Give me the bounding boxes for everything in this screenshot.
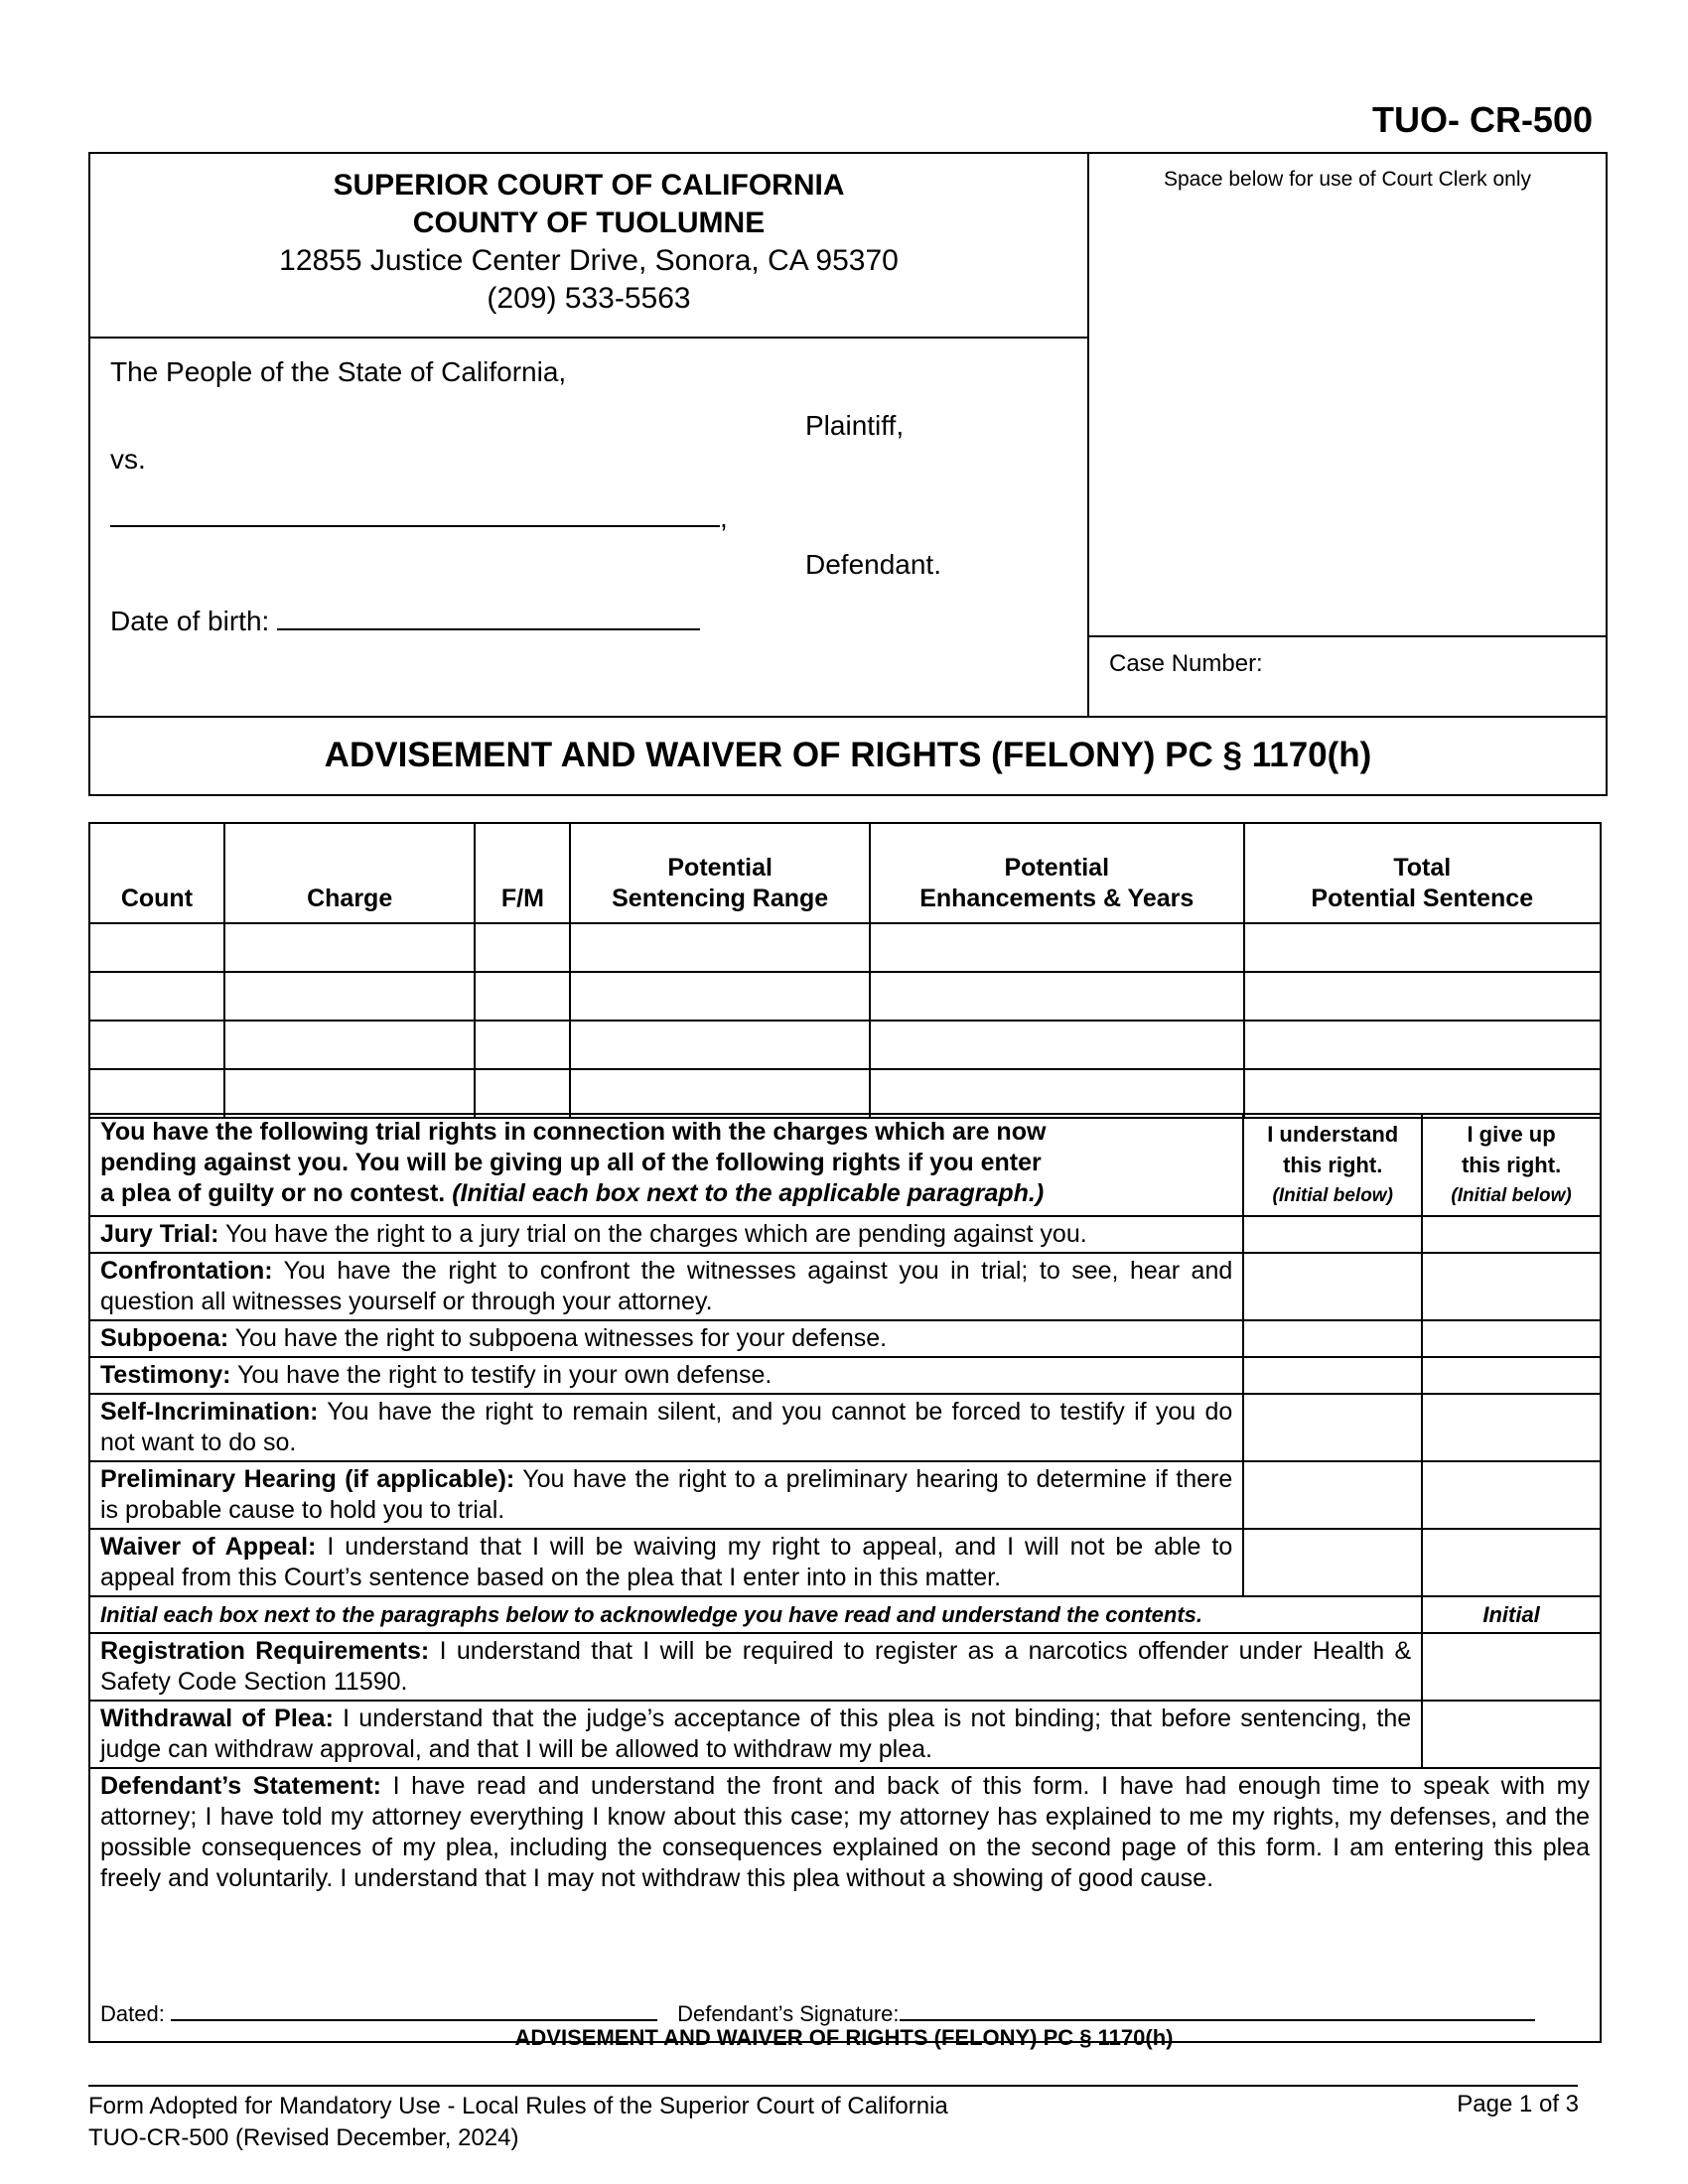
initial-giveup-box[interactable] (1422, 1357, 1601, 1394)
plaintiff-label: Plaintiff, (805, 410, 905, 441)
col-range-line1: Potential (667, 854, 773, 882)
ack-row-withdrawal (89, 1701, 1601, 1768)
ack-initial-box[interactable] (1422, 1633, 1601, 1701)
initial-giveup-box[interactable] (1422, 1320, 1601, 1357)
defendant-label: Defendant. (805, 549, 941, 580)
right-description: You have the right to confront the witnesses against you in trial; to see, hear and question all witnesses yourself or through your attorney. (100, 1257, 1233, 1315)
defendant-statement (89, 1768, 1601, 2042)
initial-understand-box[interactable] (1243, 1529, 1422, 1596)
col-enh-line2: Enhancements & Years (919, 885, 1195, 912)
cell[interactable] (89, 923, 224, 972)
footer-title: ADVISEMENT AND WAIVER OF RIGHTS (FELONY) PC § 1170(h) (514, 2025, 1174, 2050)
col-giveup-line1: I give up (1467, 1122, 1556, 1147)
initial-giveup-box[interactable] (1422, 1461, 1601, 1529)
col-understand-note: (Initial below) (1272, 1185, 1393, 1206)
court-county: COUNTY OF TUOLUMNE (412, 206, 766, 239)
col-sentencing-range (570, 823, 870, 923)
case-number-field[interactable] (1089, 637, 1606, 716)
cell[interactable] (475, 1021, 570, 1069)
form-title: ADVISEMENT AND WAIVER OF RIGHTS (FELONY) PC § 1170(h) (90, 716, 1606, 794)
ack-label: Registration Requirements: (100, 1637, 430, 1665)
right-description: You have the right to a preliminary hearing to determine if there is probable cause to hold you to trial. (100, 1465, 1233, 1524)
cell[interactable] (870, 1021, 1244, 1069)
footer-revision: TUO-CR-500 (Revised December, 2024) (88, 2124, 519, 2151)
statement-text: I have read and understand the front and back of this form. I have had enough time to speak with my attorney; I have told my attorney everything I know about this case; my attorney has explained to me my rights, my defenses, and the possible consequences of my plea, including the consequences explained on the second page of this form. I am entering this plea freely and voluntarily. I understand that I may not withdraw this plea without a showing of good cause. (100, 1772, 1590, 1892)
right-label: Testimony: (100, 1361, 231, 1389)
right-label: Waiver of Appeal: (100, 1533, 317, 1561)
ack-label: Withdrawal of Plea: (100, 1705, 334, 1732)
signature-line (100, 1995, 1535, 2029)
right-text (89, 1357, 1243, 1394)
people-label: The People of the State of California, (110, 356, 567, 387)
cell[interactable] (570, 923, 870, 972)
right-text (89, 1529, 1243, 1596)
rights-intro (89, 1114, 1243, 1216)
page-number: Page 1 of 3 (1457, 2091, 1579, 2117)
initial-understand-box[interactable] (1243, 1461, 1422, 1529)
statement-row (89, 1768, 1601, 2042)
signature-field[interactable] (900, 1995, 1535, 2021)
cell[interactable] (475, 1069, 570, 1118)
dated-field[interactable] (171, 1995, 657, 2021)
cell[interactable] (1244, 1021, 1601, 1069)
header-block (88, 152, 1608, 796)
right-label: Confrontation: (100, 1257, 273, 1285)
right-row-jury-trial (89, 1216, 1601, 1253)
cell[interactable] (89, 1069, 224, 1118)
ack-row-registration (89, 1633, 1601, 1701)
cell[interactable] (475, 972, 570, 1021)
right-text (89, 1394, 1243, 1461)
ack-instruction: Initial each box next to the paragraphs below to acknowledge you have read and understand the contents. (89, 1596, 1422, 1633)
initial-understand-box[interactable] (1243, 1253, 1422, 1320)
initial-giveup-box[interactable] (1422, 1216, 1601, 1253)
footer-divider (88, 2085, 1578, 2087)
cell[interactable] (224, 972, 476, 1021)
col-enhancements (870, 823, 1244, 923)
right-label: Jury Trial: (100, 1220, 219, 1248)
intro-line2: pending against you. You will be giving up all of the following rights if you enter (100, 1149, 1042, 1176)
cell[interactable] (1244, 923, 1601, 972)
cell[interactable] (870, 1069, 1244, 1118)
dob-field[interactable] (277, 599, 700, 630)
footer-adoption: Form Adopted for Mandatory Use - Local Rules of the Superior Court of California (88, 2093, 948, 2119)
ack-initial-box[interactable] (1422, 1701, 1601, 1768)
cell[interactable] (870, 972, 1244, 1021)
col-range-line2: Sentencing Range (612, 885, 829, 912)
col-total-line2: Potential Sentence (1311, 885, 1534, 912)
intro-instruction: (Initial each box next to the applicable paragraph.) (452, 1179, 1045, 1207)
clerk-note: Space below for use of Court Clerk only (1163, 168, 1531, 191)
right-row-preliminary-hearing (89, 1461, 1601, 1529)
right-description: I understand that I will be waiving my right to appeal, and I will not be able to appeal from this Court’s sentence based on the plea that I enter into in this matter. (100, 1533, 1233, 1591)
charge-row (89, 923, 1601, 972)
cell[interactable] (570, 972, 870, 1021)
right-text (89, 1216, 1243, 1253)
col-giveup-line2: this right. (1461, 1153, 1562, 1177)
ack-text (89, 1633, 1422, 1701)
right-description: You have the right to remain silent, and you cannot be forced to testify if you do not want to do so. (100, 1398, 1233, 1456)
right-label: Self-Incrimination: (100, 1398, 319, 1426)
cell[interactable] (1244, 1069, 1601, 1118)
right-row-subpoena (89, 1320, 1601, 1357)
col-charge: Charge (224, 823, 476, 923)
cell[interactable] (475, 923, 570, 972)
dated-label: Dated: (100, 2001, 165, 2026)
dob-label: Date of birth: (110, 606, 270, 636)
right-label: Subpoena: (100, 1324, 229, 1352)
col-count: Count (89, 823, 224, 923)
intro-line3: a plea of guilty or no contest. (100, 1179, 446, 1207)
col-giveup-note: (Initial below) (1451, 1185, 1572, 1206)
col-enh-line1: Potential (1004, 854, 1110, 882)
parties-section (90, 339, 1089, 716)
right-row-waiver-of-appeal (89, 1529, 1601, 1596)
cell[interactable] (89, 972, 224, 1021)
ack-text (89, 1701, 1422, 1768)
ack-header-row (89, 1596, 1601, 1633)
signature-label: Defendant’s Signature: (677, 2001, 900, 2026)
rights-table (88, 1113, 1602, 2043)
cell[interactable] (224, 1021, 476, 1069)
rights-header-row (89, 1114, 1601, 1216)
statement-label: Defendant’s Statement: (100, 1772, 381, 1800)
cell[interactable] (570, 1021, 870, 1069)
initial-understand-box[interactable] (1243, 1216, 1422, 1253)
cell[interactable] (224, 923, 476, 972)
right-row-testimony (89, 1357, 1601, 1394)
court-info (90, 154, 1089, 339)
vs-label: vs. (110, 444, 146, 475)
right-description: You have the right to testify in your own defense. (237, 1361, 773, 1389)
right-text (89, 1461, 1243, 1529)
initial-giveup-box[interactable] (1422, 1529, 1601, 1596)
right-row-self-incrimination (89, 1394, 1601, 1461)
charges-header-row (89, 823, 1601, 923)
right-description: You have the right to a jury trial on the charges which are pending against you. (225, 1220, 1087, 1248)
court-name: SUPERIOR COURT OF CALIFORNIA (333, 169, 845, 202)
right-text (89, 1320, 1243, 1357)
col-giveup (1422, 1114, 1601, 1216)
charges-table (88, 822, 1602, 1119)
intro-line1: You have the following trial rights in connection with the charges which are now (100, 1118, 1047, 1146)
col-fm: F/M (475, 823, 570, 923)
court-phone: (209) 533-5563 (487, 282, 691, 315)
col-understand-line1: I understand (1267, 1122, 1399, 1147)
right-description: You have the right to subpoena witnesses for your defense. (234, 1324, 888, 1352)
col-understand (1243, 1114, 1422, 1216)
ack-initial-col: Initial (1422, 1596, 1601, 1633)
col-total-line1: Total (1393, 854, 1452, 882)
charge-row (89, 1021, 1601, 1069)
right-row-confrontation (89, 1253, 1601, 1320)
defendant-name-field[interactable] (110, 495, 720, 527)
cell[interactable] (224, 1069, 476, 1118)
form-id: TUO- CR-500 (1371, 99, 1593, 140)
cell[interactable] (1244, 972, 1601, 1021)
comma: , (720, 502, 728, 533)
right-text (89, 1253, 1243, 1320)
initial-giveup-box[interactable] (1422, 1253, 1601, 1320)
case-number-label: Case Number: (1109, 650, 1263, 677)
right-label: Preliminary Hearing (if applicable): (100, 1465, 515, 1493)
ack-description: I understand that the judge’s acceptance of this plea is not binding; that before sentencing, the judge can withdraw approval, and that I will be allowed to withdraw my plea. (100, 1705, 1412, 1763)
charge-row (89, 1069, 1601, 1118)
ack-description: I understand that I will be required to register as a narcotics offender under Health & Safety Code Section 11590. (100, 1637, 1412, 1696)
charge-row (89, 972, 1601, 1021)
col-total (1244, 823, 1601, 923)
initial-understand-box[interactable] (1243, 1394, 1422, 1461)
col-understand-line2: this right. (1283, 1153, 1383, 1177)
footer-info (88, 2091, 948, 2154)
cell[interactable] (570, 1069, 870, 1118)
cell[interactable] (89, 1021, 224, 1069)
clerk-area (1089, 154, 1606, 637)
initial-understand-box[interactable] (1243, 1320, 1422, 1357)
cell[interactable] (870, 923, 1244, 972)
initial-understand-box[interactable] (1243, 1357, 1422, 1394)
court-address: 12855 Justice Center Drive, Sonora, CA 95370 (279, 244, 899, 277)
initial-giveup-box[interactable] (1422, 1394, 1601, 1461)
